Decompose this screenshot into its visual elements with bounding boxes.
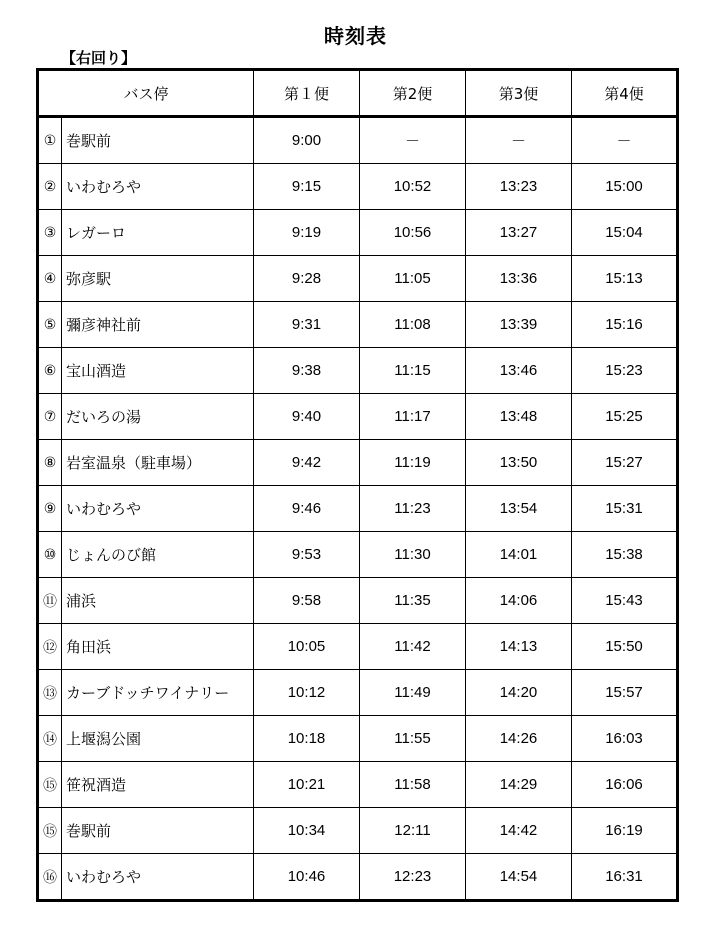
departure-time-trip-2: 12:23 (360, 854, 466, 901)
table-row (38, 117, 678, 164)
departure-time-trip-3: 13:50 (466, 440, 572, 486)
departure-time-trip-4: 15:13 (572, 256, 678, 302)
stop-number: ⑥ (39, 348, 62, 393)
stop-number: ⑭ (39, 716, 62, 761)
departure-time-trip-1: 10:34 (254, 808, 360, 854)
table-row (38, 716, 678, 762)
departure-time-trip-4: 16:06 (572, 762, 678, 808)
stop-number: ⑩ (39, 532, 62, 577)
timetable (36, 68, 679, 902)
departure-time-trip-2: 11:58 (360, 762, 466, 808)
departure-time-trip-2: 11:55 (360, 716, 466, 762)
departure-time-trip-1: 9:31 (254, 302, 360, 348)
stop-number: ⑨ (39, 486, 62, 531)
table-row (38, 302, 678, 348)
bus-stop-cell (38, 302, 254, 348)
departure-time-trip-4: 15:38 (572, 532, 678, 578)
departure-time-trip-2: 11:30 (360, 532, 466, 578)
departure-time-trip-1: 9:46 (254, 486, 360, 532)
departure-time-trip-2: 10:52 (360, 164, 466, 210)
departure-time-trip-4: 16:19 (572, 808, 678, 854)
departure-time-trip-3: 13:48 (466, 394, 572, 440)
table-row (38, 762, 678, 808)
departure-time-trip-2: 11:49 (360, 670, 466, 716)
departure-time-trip-2: 11:15 (360, 348, 466, 394)
header-trip-3: 第3便 (466, 70, 572, 117)
stop-name: 彌彦神社前 (66, 316, 142, 334)
departure-time-trip-1: 9:53 (254, 532, 360, 578)
bus-stop-cell (38, 348, 254, 394)
departure-time-trip-1: 9:40 (254, 394, 360, 440)
departure-time-trip-2: 11:23 (360, 486, 466, 532)
stop-name: いわむろや (66, 178, 142, 196)
departure-time-trip-4: 15:31 (572, 486, 678, 532)
stop-name: 角田浜 (66, 638, 112, 656)
stop-number: ⑧ (39, 440, 62, 485)
departure-time-trip-1: 10:21 (254, 762, 360, 808)
departure-time-trip-3: 13:27 (466, 210, 572, 256)
departure-time-trip-3: 13:54 (466, 486, 572, 532)
stop-name: じょんのび館 (66, 546, 157, 564)
page-title: 時刻表 (324, 24, 387, 48)
bus-stop-cell (38, 532, 254, 578)
departure-time-trip-3: 14:06 (466, 578, 572, 624)
stop-number: ⑤ (39, 302, 62, 347)
header-trip-2: 第2便 (360, 70, 466, 117)
departure-time-trip-4: － (572, 117, 678, 164)
bus-stop-cell (38, 164, 254, 210)
header-trip-1: 第１便 (254, 70, 360, 117)
bus-stop-cell (38, 854, 254, 901)
stop-number: ⑬ (39, 670, 62, 715)
table-row (38, 532, 678, 578)
departure-time-trip-2: 11:19 (360, 440, 466, 486)
table-row (38, 440, 678, 486)
stop-name: カーブドッチワイナリー (66, 684, 230, 702)
bus-stop-cell (38, 808, 254, 854)
header-bus-stop: バス停 (38, 70, 254, 117)
stop-number: ⑮ (39, 808, 62, 853)
stop-name: 宝山酒造 (66, 362, 127, 380)
table-row (38, 854, 678, 901)
table-row (38, 394, 678, 440)
departure-time-trip-3: 13:36 (466, 256, 572, 302)
bus-stop-cell (38, 210, 254, 256)
departure-time-trip-3: 13:39 (466, 302, 572, 348)
stop-number: ⑯ (39, 854, 62, 899)
table-row (38, 486, 678, 532)
table-row (38, 670, 678, 716)
bus-stop-cell (38, 256, 254, 302)
departure-time-trip-1: 9:00 (254, 117, 360, 164)
bus-stop-cell (38, 440, 254, 486)
departure-time-trip-4: 16:31 (572, 854, 678, 901)
bus-stop-cell (38, 578, 254, 624)
stop-number: ② (39, 164, 62, 209)
stop-name: 浦浜 (66, 592, 97, 610)
departure-time-trip-3: 14:26 (466, 716, 572, 762)
departure-time-trip-2: 10:56 (360, 210, 466, 256)
bus-stop-cell (38, 716, 254, 762)
departure-time-trip-3: 13:46 (466, 348, 572, 394)
stop-number: ③ (39, 210, 62, 255)
bus-stop-cell (38, 117, 254, 164)
departure-time-trip-1: 9:28 (254, 256, 360, 302)
departure-time-trip-3: 14:13 (466, 624, 572, 670)
departure-time-trip-2: 11:05 (360, 256, 466, 302)
table-row (38, 210, 678, 256)
stop-name: だいろの湯 (66, 408, 142, 426)
bus-stop-cell (38, 486, 254, 532)
table-row (38, 578, 678, 624)
stop-number: ⑦ (39, 394, 62, 439)
departure-time-trip-1: 10:46 (254, 854, 360, 901)
stop-number: ⑫ (39, 624, 62, 669)
departure-time-trip-4: 15:04 (572, 210, 678, 256)
departure-time-trip-2: 11:17 (360, 394, 466, 440)
table-row (38, 624, 678, 670)
departure-time-trip-2: 11:35 (360, 578, 466, 624)
table-row (38, 164, 678, 210)
stop-name: 弥彦駅 (66, 270, 112, 288)
departure-time-trip-2: 11:08 (360, 302, 466, 348)
departure-time-trip-1: 10:18 (254, 716, 360, 762)
departure-time-trip-4: 15:57 (572, 670, 678, 716)
departure-time-trip-2: － (360, 117, 466, 164)
departure-time-trip-3: 14:29 (466, 762, 572, 808)
departure-time-trip-1: 9:58 (254, 578, 360, 624)
departure-time-trip-3: 13:23 (466, 164, 572, 210)
departure-time-trip-4: 15:27 (572, 440, 678, 486)
departure-time-trip-4: 15:16 (572, 302, 678, 348)
stop-number: ⑪ (39, 578, 62, 623)
departure-time-trip-1: 10:05 (254, 624, 360, 670)
direction-label: 【右回り】 (61, 49, 137, 67)
departure-time-trip-3: 14:01 (466, 532, 572, 578)
stop-number: ⑮ (39, 762, 62, 807)
departure-time-trip-3: － (466, 117, 572, 164)
departure-time-trip-1: 9:38 (254, 348, 360, 394)
header-trip-4: 第4便 (572, 70, 678, 117)
departure-time-trip-4: 15:50 (572, 624, 678, 670)
departure-time-trip-4: 16:03 (572, 716, 678, 762)
departure-time-trip-1: 9:15 (254, 164, 360, 210)
bus-stop-cell (38, 624, 254, 670)
stop-name: レガーロ (66, 224, 127, 242)
departure-time-trip-4: 15:43 (572, 578, 678, 624)
stop-name: いわむろや (66, 500, 142, 518)
stop-name: 岩室温泉（駐車場） (66, 454, 202, 472)
departure-time-trip-3: 14:54 (466, 854, 572, 901)
table-row (38, 348, 678, 394)
departure-time-trip-3: 14:20 (466, 670, 572, 716)
stop-name: 笹祝酒造 (66, 776, 127, 794)
departure-time-trip-4: 15:00 (572, 164, 678, 210)
departure-time-trip-4: 15:23 (572, 348, 678, 394)
header-row (38, 70, 678, 117)
table-row (38, 256, 678, 302)
stop-name: いわむろや (66, 868, 142, 886)
stop-name: 上堰潟公園 (66, 730, 142, 748)
departure-time-trip-4: 15:25 (572, 394, 678, 440)
stop-name: 巻駅前 (66, 822, 112, 840)
table-row (38, 808, 678, 854)
departure-time-trip-2: 11:42 (360, 624, 466, 670)
departure-time-trip-1: 10:12 (254, 670, 360, 716)
stop-number: ① (39, 118, 62, 163)
departure-time-trip-2: 12:11 (360, 808, 466, 854)
departure-time-trip-3: 14:42 (466, 808, 572, 854)
bus-stop-cell (38, 762, 254, 808)
bus-stop-cell (38, 394, 254, 440)
stop-name: 巻駅前 (66, 132, 112, 150)
bus-stop-cell (38, 670, 254, 716)
departure-time-trip-1: 9:19 (254, 210, 360, 256)
stop-number: ④ (39, 256, 62, 301)
departure-time-trip-1: 9:42 (254, 440, 360, 486)
